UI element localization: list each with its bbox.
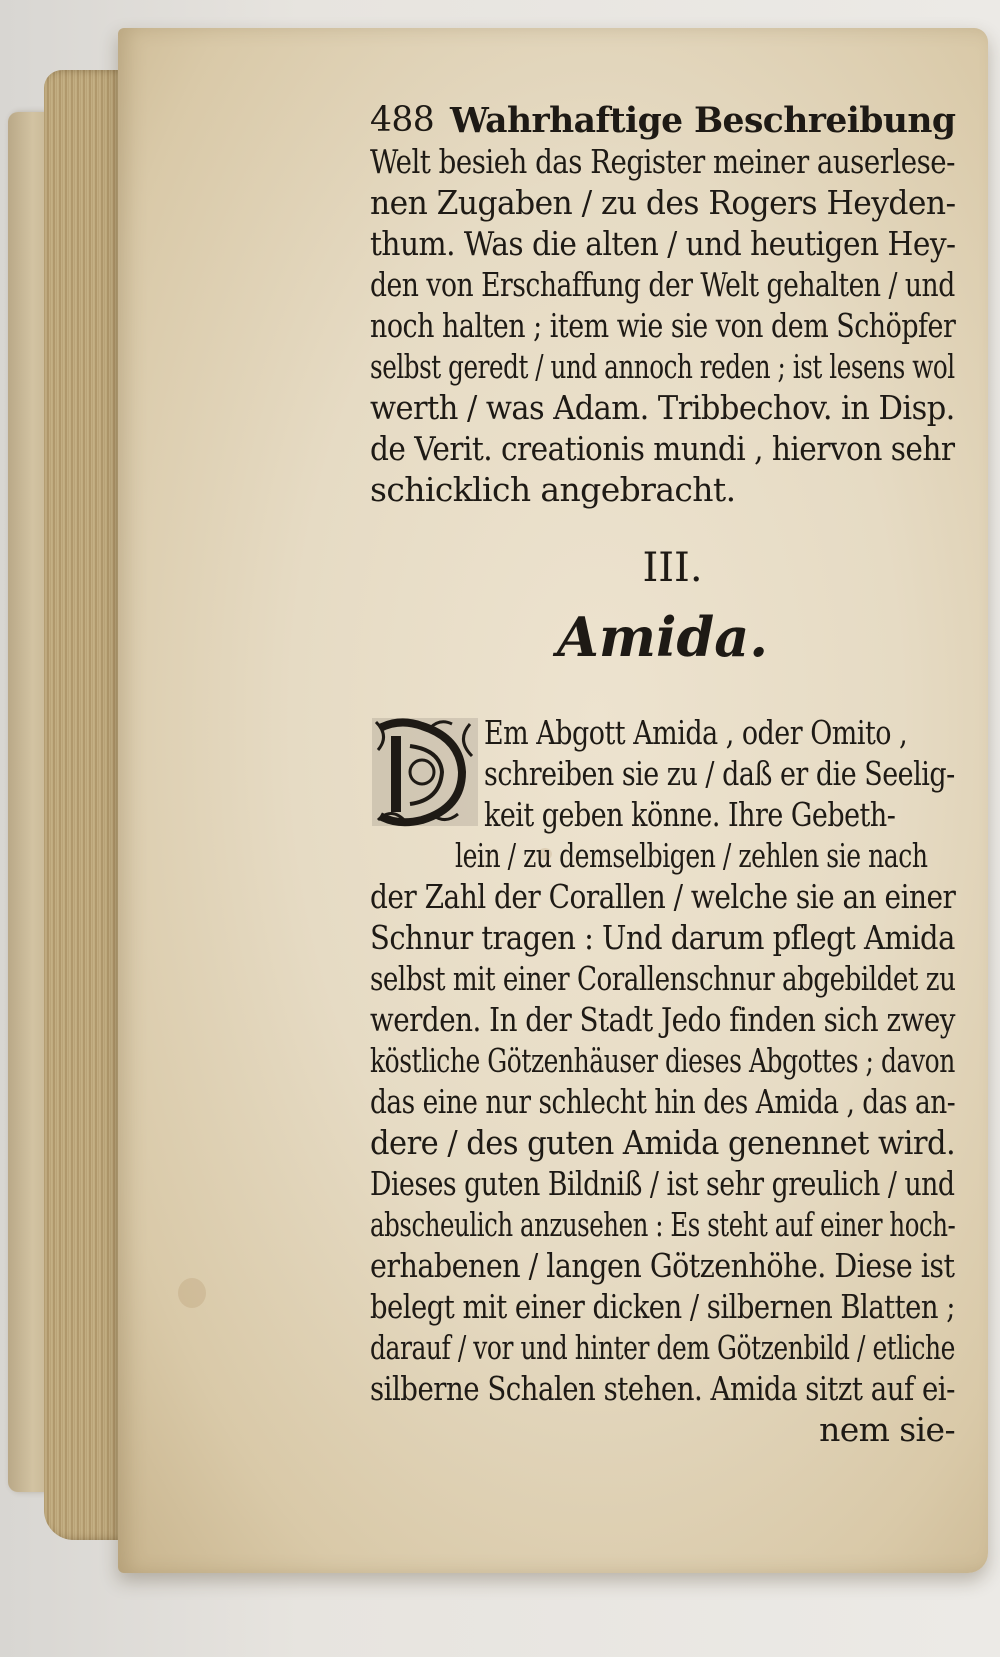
section-title: Amida. xyxy=(556,605,769,669)
intro-paragraph xyxy=(370,141,955,510)
text-line: nen Zugaben / zu des Rogers Heyden- xyxy=(370,183,956,222)
text-line: thum. Was die alten / und heutigen Hey- xyxy=(370,224,956,263)
text-line: Welt besieh das Register meiner auserlese- xyxy=(370,142,955,181)
text-line: werden. In der Stadt Jedo finden sich zwey xyxy=(370,1000,955,1039)
body-paragraph xyxy=(370,835,955,1409)
text-line: den von Erschaffung der Welt gehalten / und xyxy=(370,265,955,304)
text-line: lein / zu demselbigen / zehlen sie nach xyxy=(455,836,928,875)
text-line: schicklich angebracht. xyxy=(370,470,736,509)
catchword: nem sie- xyxy=(819,1410,955,1449)
page-number: 488 xyxy=(370,100,435,140)
text-line: belegt mit einer dicken / silbernen Blatten ; xyxy=(370,1287,955,1326)
text-line: werth / was Adam. Tribbechov. in Disp. xyxy=(370,388,955,427)
text-line: selbst geredt / und annoch reden ; ist lesens wol xyxy=(370,347,955,386)
decorated-initial-icon xyxy=(370,716,480,828)
text-line: selbst mit einer Corallenschnur abgebildet zu xyxy=(370,959,956,998)
header-title: Wahrhaftige Beschreibung xyxy=(449,100,956,141)
text-line: Em Abgott Amida , oder Omito , xyxy=(484,713,908,752)
foxing-spot xyxy=(178,1278,206,1308)
running-header xyxy=(370,100,956,141)
text-line: schreiben sie zu / daß er die Seelig- xyxy=(484,754,955,793)
text-line: silberne Schalen stehen. Amida sitzt auf ei- xyxy=(370,1369,955,1408)
text-line: der Zahl der Corallen / welche sie an einer xyxy=(370,877,956,916)
text-line: dere / des guten Amida genennet wird. xyxy=(370,1123,956,1162)
section-number: III. xyxy=(642,545,703,591)
initial-wrapped-lines xyxy=(484,712,1000,835)
text-line: Dieses guten Bildniß / ist sehr greulich / und xyxy=(370,1164,955,1203)
text-line: darauf / vor und hinter dem Götzenbild / etliche xyxy=(370,1328,955,1367)
text-line: de Verit. creationis mundi , hiervon sehr xyxy=(370,429,955,468)
page-text xyxy=(370,100,955,1450)
page-edges xyxy=(44,70,124,1540)
text-line: köstliche Götzenhäuser dieses Abgottes ; davon xyxy=(370,1041,955,1080)
text-line: noch halten ; item wie sie von dem Schöpfer xyxy=(370,306,956,345)
paragraph-opening xyxy=(370,712,955,835)
text-line: Schnur tragen : Und darum pflegt Amida xyxy=(370,918,955,957)
text-line: keit geben könne. Ihre Gebeth- xyxy=(484,795,896,834)
text-line: das eine nur schlecht hin des Amida , das an- xyxy=(370,1082,956,1121)
text-line: abscheulich anzusehen : Es steht auf einer hoch- xyxy=(370,1205,956,1244)
text-line: erhabenen / langen Götzenhöhe. Diese ist xyxy=(370,1246,955,1285)
